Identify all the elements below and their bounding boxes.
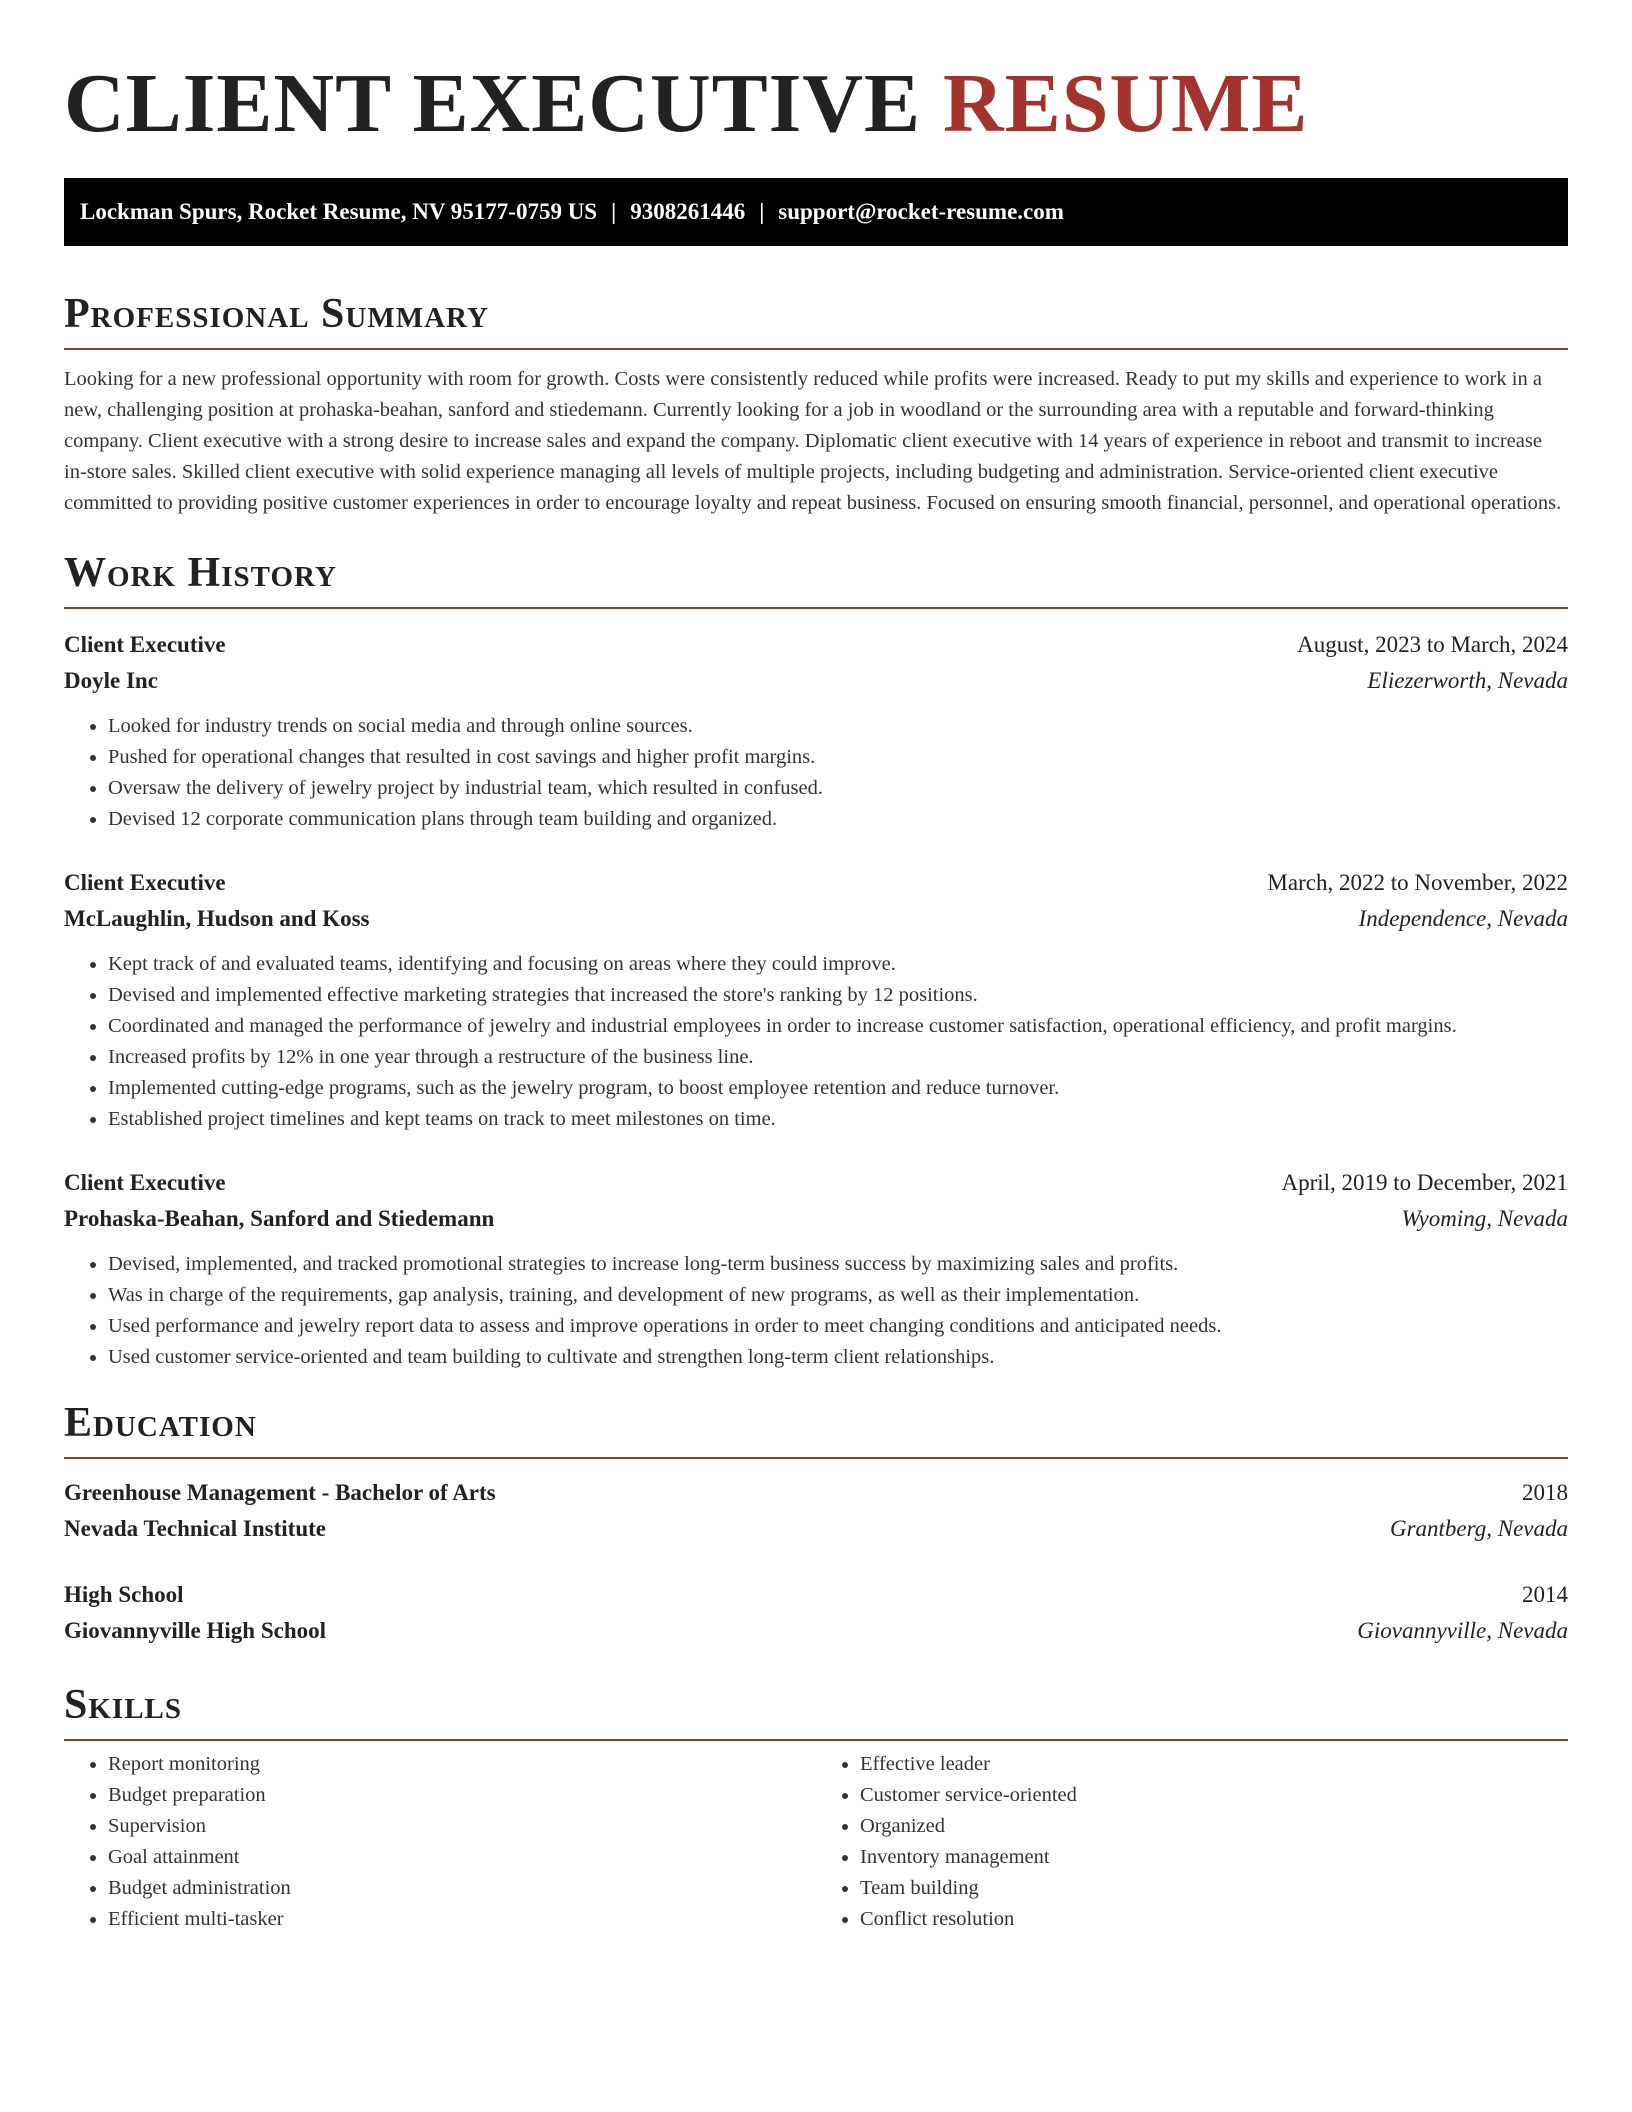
skill-item: • Team building (860, 1873, 1568, 1904)
education-school: Giovannyville High School (64, 1618, 326, 1643)
job-bullets (64, 1249, 1568, 1373)
contact-bar (64, 178, 1568, 246)
education-location: Grantberg, Nevada (1389, 1516, 1568, 1541)
job-company-row (64, 1201, 1568, 1237)
job-bullets (64, 949, 1568, 1135)
job-company-row (64, 901, 1568, 937)
job-company: Doyle Inc (64, 668, 158, 693)
job-bullet: • Oversaw the delivery of jewelry project by industrial team, which resulted in confused. (108, 773, 1568, 804)
job-bullets (64, 711, 1568, 835)
resume-title (64, 0, 1568, 150)
contact-separator: | (759, 199, 765, 224)
work-history-section (64, 547, 1568, 1373)
skill-item: • Customer service-oriented (860, 1780, 1568, 1811)
skill-item: • Budget administration (108, 1873, 816, 1904)
education-year: 2018 (1522, 1480, 1568, 1505)
job-title-row (64, 627, 1568, 663)
job-entry (64, 1165, 1568, 1373)
skill-item: • Goal attainment (108, 1842, 816, 1873)
job-dates: August, 2023 to March, 2024 (1297, 632, 1568, 657)
job-bullet: • Was in charge of the requirements, gap analysis, training, and development of new programs, as well as their implementation. (108, 1280, 1568, 1311)
skill-item: • Conflict resolution (860, 1904, 1568, 1935)
education-year: 2014 (1522, 1582, 1568, 1607)
job-bullet: • Looked for industry trends on social media and through online sources. (108, 711, 1568, 742)
job-title: Client Executive (64, 1170, 226, 1195)
skill-item: • Supervision (108, 1811, 816, 1842)
job-title: Client Executive (64, 632, 226, 657)
education-entry (64, 1577, 1568, 1649)
job-dates: March, 2022 to November, 2022 (1267, 870, 1568, 895)
job-bullet: • Kept track of and evaluated teams, identifying and focusing on areas where they could improve. (108, 949, 1568, 980)
skills-column-left (64, 1749, 816, 1935)
job-title: Client Executive (64, 870, 226, 895)
job-company: McLaughlin, Hudson and Koss (64, 906, 370, 931)
skill-item: • Efficient multi-tasker (108, 1904, 816, 1935)
job-bullet: • Used performance and jewelry report data to assess and improve operations in order to meet changing conditions and anticipated needs. (108, 1311, 1568, 1342)
skill-item: • Effective leader (860, 1749, 1568, 1780)
job-bullet: • Devised and implemented effective marketing strategies that increased the store's ranking by 12 positions. (108, 980, 1568, 1011)
title-main: CLIENT EXECUTIVE (64, 57, 922, 150)
job-bullet: • Coordinated and managed the performance of jewelry and industrial employees in order to increase customer satisfaction, operational efficiency, and profit margins. (108, 1011, 1568, 1042)
job-bullet: • Implemented cutting-edge programs, such as the jewelry program, to boost employee retention and reduce turnover. (108, 1073, 1568, 1104)
summary-section (64, 288, 1568, 519)
job-bullet: • Increased profits by 12% in one year through a restructure of the business line. (108, 1042, 1568, 1073)
job-bullet: • Used customer service-oriented and team building to cultivate and strengthen long-term client relationships. (108, 1342, 1568, 1373)
skills-grid (64, 1749, 1568, 1935)
education-degree-row (64, 1475, 1568, 1511)
job-company-row (64, 663, 1568, 699)
skills-heading: Skills (64, 1679, 1568, 1741)
job-location: Independence, Nevada (1358, 906, 1568, 931)
work-history-heading: Work History (64, 547, 1568, 609)
job-dates: April, 2019 to December, 2021 (1281, 1170, 1568, 1195)
education-school-row (64, 1511, 1568, 1547)
job-title-row (64, 865, 1568, 901)
education-degree: Greenhouse Management - Bachelor of Arts (64, 1480, 496, 1505)
education-degree-row (64, 1577, 1568, 1613)
job-entry (64, 627, 1568, 835)
education-heading: Education (64, 1397, 1568, 1459)
job-location: Wyoming, Nevada (1401, 1206, 1568, 1231)
skill-item: • Report monitoring (108, 1749, 816, 1780)
contact-separator: | (611, 199, 617, 224)
education-entry (64, 1475, 1568, 1547)
education-school: Nevada Technical Institute (64, 1516, 326, 1541)
summary-heading: Professional Summary (64, 288, 1568, 350)
contact-email: support@rocket-resume.com (778, 199, 1064, 224)
job-entry (64, 865, 1568, 1135)
job-bullet: • Devised, implemented, and tracked promotional strategies to increase long-term business success by maximizing sales and profits. (108, 1249, 1568, 1280)
skills-section (64, 1679, 1568, 1935)
job-location: Eliezerworth, Nevada (1367, 668, 1568, 693)
skill-item: • Inventory management (860, 1842, 1568, 1873)
job-bullet: • Pushed for operational changes that resulted in cost savings and higher profit margins. (108, 742, 1568, 773)
education-school-row (64, 1613, 1568, 1649)
job-title-row (64, 1165, 1568, 1201)
job-bullet: • Devised 12 corporate communication plans through team building and organized. (108, 804, 1568, 835)
skill-item: • Budget preparation (108, 1780, 816, 1811)
education-degree: High School (64, 1582, 184, 1607)
skill-item: • Organized (860, 1811, 1568, 1842)
education-section (64, 1397, 1568, 1649)
skills-column-right (816, 1749, 1568, 1935)
education-location: Giovannyville, Nevada (1357, 1618, 1568, 1643)
title-accent: RESUME (943, 57, 1309, 150)
summary-text: Looking for a new professional opportunity with room for growth. Costs were consistently reduced while profits were increased. Ready to put my skills and experience to work in a new, challenging position at prohaska-beahan, sanford and stiedemann. Currently looking for a job in woodland or the surrounding area with a reputable and forward-thinking company. Client executive with a strong desire to increase sales and expand the company. Diplomatic client executive with 14 years of experience in reboot and transmit to increase in-store sales. Skilled client executive with solid experience managing all levels of multiple projects, including budgeting and administration. Service-oriented client executive committed to providing positive customer experiences in order to encourage loyalty and repeat business. Focused on ensuring smooth financial, personnel, and operational operations. (64, 368, 1562, 514)
contact-phone: 9308261446 (630, 199, 746, 224)
contact-address: Lockman Spurs, Rocket Resume, NV 95177-0759 US (80, 199, 598, 224)
job-bullet: • Established project timelines and kept teams on track to meet milestones on time. (108, 1104, 1568, 1135)
job-company: Prohaska-Beahan, Sanford and Stiedemann (64, 1206, 495, 1231)
